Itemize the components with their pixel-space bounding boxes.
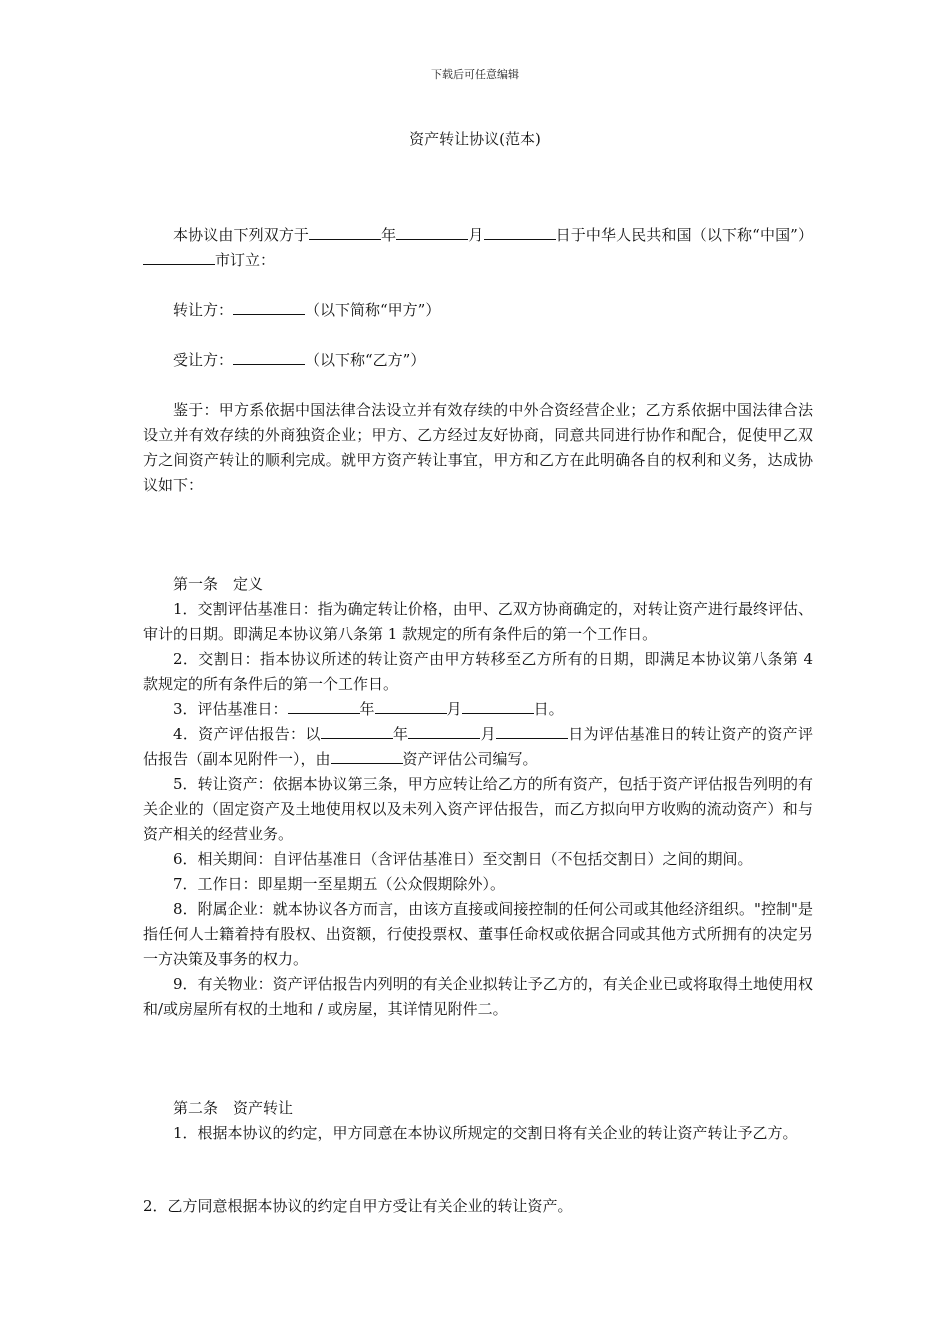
blank-transferee bbox=[233, 348, 305, 365]
blank-year bbox=[309, 223, 381, 240]
article-2-item-2-block bbox=[143, 1194, 813, 1219]
blank-transferor bbox=[233, 298, 305, 315]
blank-city bbox=[143, 248, 215, 265]
transferor-line: 转让方： （以下简称“甲方”） bbox=[143, 298, 813, 323]
article-1 bbox=[143, 572, 813, 1022]
article-2 bbox=[143, 1096, 813, 1146]
article-1-item-1: 1．交割评估基准日：指为确定转让价格，由甲、乙双方协商确定的，对转让资产进行最终评估、审计的日期。即满足本协议第八条第 1 款规定的所有条件后的第一个工作日。 bbox=[143, 600, 813, 643]
article-1-item-9: 9．有关物业：资产评估报告内列明的有关企业拟转让予乙方的，有关企业已或将取得土地使用权和/或房屋所有权的土地和 / 或房屋，其详情见附件二。 bbox=[143, 975, 813, 1018]
blank-day bbox=[484, 223, 556, 240]
article-2-heading: 第二条 资产转让 bbox=[173, 1099, 294, 1117]
article-1-item-2: 2．交割日：指本协议所述的转让资产由甲方转移至乙方所有的日期，即满足本协议第八条第 4 款规定的所有条件后的第一个工作日。 bbox=[143, 650, 813, 693]
transferee-line: 受让方： （以下称“乙方”） bbox=[143, 348, 813, 373]
document-title: 资产转让协议(范本) bbox=[409, 130, 541, 148]
article-1-item-3: 3．评估基准日： 年 月 日。 bbox=[143, 697, 813, 722]
article-1-heading: 第一条 定义 bbox=[173, 575, 264, 593]
article-1-item-7: 7．工作日：即星期一至星期五（公众假期除外）。 bbox=[173, 875, 506, 893]
header-note: 下载后可任意编辑 bbox=[431, 68, 519, 81]
article-1-item-6: 6．相关期间：自评估基准日（含评估基准日）至交割日（不包括交割日）之间的期间。 bbox=[173, 850, 753, 868]
article-1-item-4: 4．资产评估报告：以 年 月 日为评估基准日的转让资产的资产评估报告（副本见附件一），由 资产评估公司编写。 bbox=[143, 722, 813, 772]
intro-paragraph: 本协议由下列双方于 年 月 日于中华人民共和国（以下称“中国”）市订立： bbox=[143, 223, 813, 273]
article-2-item-2: 2．乙方同意根据本协议的约定自甲方受让有关企业的转让资产。 bbox=[143, 1197, 573, 1215]
article-1-item-8: 8．附属企业：就本协议各方而言，由该方直接或间接控制的任何公司或其他经济组织。"控制"是指任何人士籍着持有股权、出资额，行使投票权、董事任命权或依据合同或其他方式所拥有的决定另一方决策及事务的权力。 bbox=[143, 900, 813, 968]
article-2-item-1: 1．根据本协议的约定，甲方同意在本协议所规定的交割日将有关企业的转让资产转让予乙方。 bbox=[173, 1124, 798, 1142]
blank-month bbox=[396, 223, 468, 240]
whereas-paragraph: 鉴于：甲方系依据中国法律合法设立并有效存续的中外合资经营企业；乙方系依据中国法律合法设立并有效存续的外商独资企业；甲方、乙方经过友好协商，同意共同进行协作和配合，促使甲乙双方之间资产转让的顺利完成。就甲方资产转让事宜，甲方和乙方在此明确各自的权利和义务，达成协议如下： bbox=[143, 401, 813, 494]
article-1-item-5: 5．转让资产：依据本协议第三条，甲方应转让给乙方的所有资产，包括于资产评估报告列明的有关企业的（固定资产及土地使用权以及未列入资产评估报告，而乙方拟向甲方收购的流动资产）和与资产相关的经营业务。 bbox=[143, 775, 813, 843]
